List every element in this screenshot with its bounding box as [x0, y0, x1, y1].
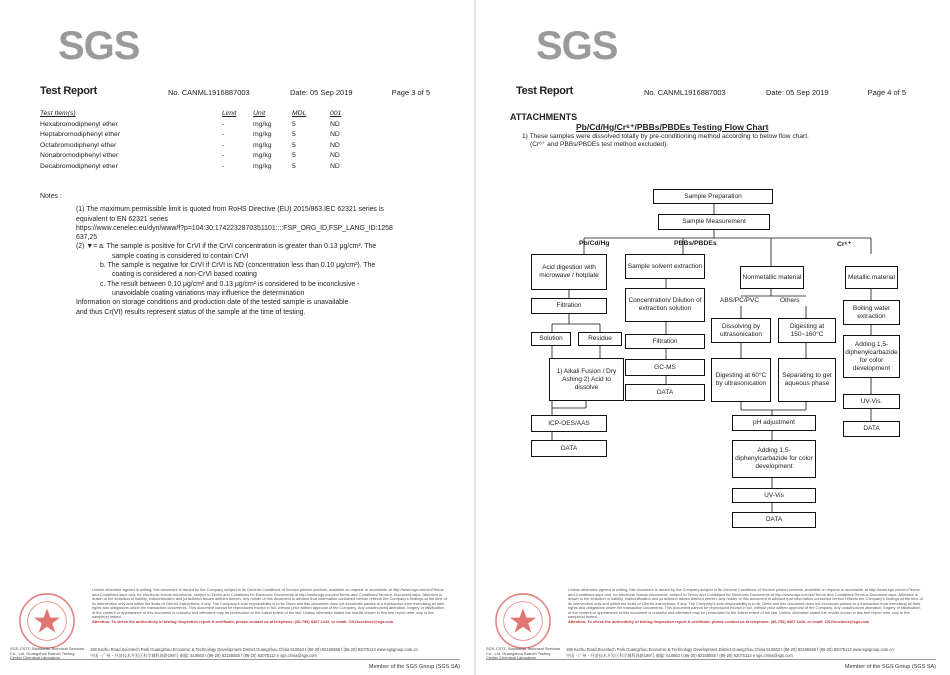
- sgs-member-line: Member of the SGS Group (SGS SA): [844, 664, 936, 670]
- flow-box-solvent-extraction: Sample solvent extraction: [625, 254, 705, 279]
- flow-box-acid-digestion: Acid digestion with microwave / hotplate: [531, 254, 607, 290]
- cell-limit: -: [222, 152, 225, 159]
- disclaimer-text: Unless otherwise agreed in writing, this document is issued by the Company subject to its General Conditions of Service printed overleaf, available on request or accessible at http://www.sgs.com/en/Terms-and-Conditions.aspx and, for electronic format documents, subject to Terms and Conditions for Electronic Documents at http://www.sgs.com/en/Terms-and-Conditions/Terms-e-Document.aspx. Attention is drawn to the limitation of liability, indemnification and jurisdiction issues defined therein. Any holder of this document is advised that information contained hereon reflects the Company's findings at the time of its intervention only and within the limits of Client's instructions, if any. The Company's sole responsibility is to its Client and this document does not exonerate parties to a transaction from exercising all their rights and obligations under the transaction documents. This document cannot be reproduced except in full, without prior written approval of the Company. Any unauthorized alteration, forgery or falsification of the content or appearance of this document is unlawful and offenders may be prosecuted to the fullest extent of the law. Unless otherwise stated the results shown in this test report refer only to the sample(s) tested.: [92, 587, 447, 619]
- note-url-line-1: https://www.cenelec.eu/dyn/www/f?p=104:30:1742232870351101::::FSP_ORG_ID,FSP_LANG_ID:1258: [76, 224, 393, 232]
- footer-rule: [10, 659, 460, 660]
- cell-test-item: Heptabromodiphenyl ether: [40, 131, 121, 138]
- note-2a-cont: sample coating is considered to contain CrVI: [112, 252, 249, 260]
- cell-unit: mg/kg: [253, 152, 272, 159]
- flow-box-digesting-60: Digesting at 60°C by ultrasonication: [711, 358, 771, 402]
- authenticity-notice: Attention: To check the authenticity of testing /inspection report & certificate, please contact us at telephone: (86-755) 8307 1443, or email: CN.Doccheck@sgs.com: [92, 618, 394, 624]
- flow-note-line-2: (Cr⁶⁺ and PBBs/PBDEs test method excluded).: [530, 141, 669, 149]
- page-number: Page 4 of 5: [867, 88, 906, 97]
- note-3-line-1: Information on storage conditions and production date of the tested sample is unavailable: [76, 299, 349, 307]
- report-number: No. CANML1916887003: [168, 88, 250, 97]
- note-2c: c. The result between 0.10 μg/cm² and 0.13 μg/cm² is considered to be inconclusive -: [100, 280, 360, 288]
- flow-box-residue: Residue: [578, 332, 622, 346]
- flow-box-data-1: DATA: [531, 440, 607, 457]
- sgs-logo: SGS: [536, 24, 618, 68]
- flow-box-uv-vis-1: UV-Vis: [732, 488, 816, 503]
- note-1-line-1: (1) The maximum permissible limit is quoted from RoHS Directive (EU) 2015/863.IEC 62321 series is: [76, 206, 384, 214]
- report-date: Date: 05 Sep 2019: [766, 88, 829, 97]
- report-header: [40, 87, 434, 101]
- flow-note-line-1: 1) These samples were dissolved totally by pre-conditioning method according to below flow chart.: [522, 133, 809, 140]
- lab-name: SGS-CSTC Standards Technical Services Co., Ltd. Guangzhou Branch Testing Center Chemical Laboratory: [10, 646, 85, 661]
- flow-box-icp-oes-aas: ICP-OES/AAS: [531, 415, 607, 432]
- cell-mdl: 5: [292, 131, 296, 138]
- col-header-mdl: MDL: [292, 110, 307, 117]
- flow-box-ph-adjustment: pH adjustment: [732, 415, 816, 431]
- report-date: Date: 05 Sep 2019: [290, 88, 353, 97]
- flow-box-nonmetallic: Nonmetallic material: [740, 266, 804, 289]
- cell-result: ND: [330, 162, 340, 170]
- address-en: 198 Kezhu Road,Scientech Park Guangzhou Economic & Technology Development District,Guangzhou,China 510663 t (86-20) 82155555 f (86-20) 82075113 www.sgsgroup.com.cn: [90, 647, 418, 652]
- address-en: 198 Kezhu Road,Scientech Park Guangzhou Economic & Technology Development District,Guangzhou,China 510663 t (86-20) 82155555 f (86-20) 82075113 www.sgsgroup.com.cn: [566, 647, 894, 652]
- disclaimer-text: Unless otherwise agreed in writing, this document is issued by the Company subject to its General Conditions of Service printed overleaf, available on request or accessible at http://www.sgs.com/en/Terms-and-Conditions.aspx and, for electronic format documents, subject to Terms and Conditions for Electronic Documents at http://www.sgs.com/en/Terms-and-Conditions/Terms-e-Document.aspx. Attention is drawn to the limitation of liability, indemnification and jurisdiction issues defined therein. Any holder of this document is advised that information contained hereon reflects the Company's findings at the time of its intervention only and within the limits of Client's instructions, if any. The Company's sole responsibility is to its Client and this document does not exonerate parties to a transaction from exercising all their rights and obligations under the transaction documents. This document cannot be reproduced except in full, without prior written approval of the Company. Any unauthorized alteration, forgery or falsification of the content or appearance of this document is unlawful and offenders may be prosecuted to the fullest extent of the law. Unless otherwise stated the results shown in this test report refer only to the sample(s) tested.: [568, 587, 923, 619]
- report-title: Test Report: [516, 85, 574, 97]
- note-3-line-2: and thus Cr(VI) results represent status of the sample at the time of testing.: [76, 308, 306, 316]
- cell-test-item: Decabromodiphenyl ether: [40, 162, 118, 170]
- attachments-heading: ATTACHMENTS: [510, 112, 578, 122]
- note-2b: b. The sample is negative for CrVI if CrVI is ND (concentration less than 0.10 μg/cm²). The: [100, 262, 376, 270]
- col-header-limit: Limit: [222, 110, 237, 117]
- col-header-sample-001: 001: [330, 110, 342, 117]
- note-2a: (2) ▼= a. The sample is positive for CrVI if the CrVI concentration is greater than 0.13 μg/cm². The: [76, 243, 377, 251]
- note-2c-cont: unavoidable coating variations may influence the determination: [112, 289, 305, 297]
- flow-box-sample-measurement: Sample Measurement: [658, 214, 770, 230]
- company-seal-stamp: [18, 592, 76, 650]
- flow-box-separating: Separating to get aqueous phase: [778, 358, 836, 402]
- flow-box-solution: Solution: [531, 332, 571, 346]
- note-url-line-2: 637,25: [76, 234, 98, 242]
- branch-label-pb-cd-hg: Pb/Cd/Hg: [579, 240, 610, 247]
- note-2b-cont: coating is considered a non-CrVI based coating: [112, 271, 257, 279]
- flow-box-adding-dpc-1: Adding 1,5-diphenylcarbazide for color development: [732, 440, 816, 478]
- report-number: No. CANML1916887003: [644, 88, 726, 97]
- flow-box-data-4: DATA: [843, 421, 900, 437]
- company-seal-stamp: [494, 592, 552, 650]
- note-1-line-2: equivalent to EN 62321 series: [76, 215, 168, 223]
- report-page-3: [0, 0, 474, 675]
- cell-unit: mg/kg: [253, 120, 272, 128]
- cell-limit: -: [222, 162, 225, 170]
- footer-rule: [486, 659, 936, 660]
- col-header-unit: Unit: [253, 110, 266, 117]
- cell-result: ND: [330, 141, 340, 149]
- flow-box-metallic: Metallic material: [845, 266, 898, 289]
- col-header-test-item: Test Item(s): [40, 110, 76, 117]
- flow-box-adding-dpc-2: Adding 1,5-diphenylcarbazide for color development: [843, 335, 900, 378]
- address-cn: 中国・广州・经济技术开发区科学城科珠路198号 邮编: 510663 t (86-20) 82155555 f (86-20) 82075113 e sgs.china@sgs.com: [90, 653, 317, 658]
- notes-section: [40, 192, 440, 317]
- report-page-4: [476, 0, 950, 675]
- cell-limit: -: [222, 131, 225, 138]
- cell-unit: mg/kg: [253, 162, 272, 170]
- cell-unit: mg/kg: [253, 141, 272, 149]
- sgs-member-line: Member of the SGS Group (SGS SA): [368, 664, 460, 670]
- flow-chart-title: Pb/Cd/Hg/Cr⁶⁺/PBBs/PBDEs Testing Flow Chart: [576, 122, 769, 132]
- branch-label-others: Others: [780, 297, 800, 304]
- cell-mdl: 5: [292, 141, 296, 149]
- report-title: Test Report: [40, 85, 98, 97]
- flow-box-gc-ms: GC-MS: [625, 359, 705, 376]
- flow-box-data-2: DATA: [625, 384, 705, 401]
- flow-box-digesting-150: Digesting at 150~160°C: [778, 318, 836, 343]
- cell-test-item: Hexabromodiphenyl ether: [40, 120, 118, 128]
- flow-box-uv-vis-2: UV-Vis.: [843, 394, 900, 409]
- branch-label-pbbs-pbdes: PBBs/PBDEs: [674, 240, 717, 247]
- branch-label-cr6: Cr⁶⁺: [837, 241, 852, 248]
- notes-label: Notes :: [40, 193, 62, 200]
- cell-mdl: 5: [292, 120, 296, 128]
- address-cn: 中国・广州・经济技术开发区科学城科珠路198号 邮编: 510663 t (86-20) 82155555 f (86-20) 82075113 e sgs.china@sgs.com: [566, 653, 793, 658]
- branch-label-abs-pc-pvc: ABS/PC/PVC: [720, 297, 760, 304]
- cell-unit: mg/kg: [253, 131, 272, 138]
- cell-limit: -: [222, 141, 225, 149]
- cell-mdl: 5: [292, 152, 296, 159]
- flow-box-dissolving: Dissolving by ultrasonication: [711, 318, 771, 343]
- legal-disclaimer: [92, 588, 448, 624]
- cell-result: ND: [330, 152, 340, 159]
- flow-box-sample-preparation: Sample Preparation: [653, 189, 773, 204]
- sgs-logo: SGS: [58, 24, 140, 68]
- flow-box-alkali-fusion: 1) Alkali Fusion / Dry Ashing 2) Acid to dissolve: [549, 358, 624, 401]
- flow-box-filtration-1: Filtration: [531, 298, 607, 314]
- flow-box-filtration-2: Filtration: [625, 334, 705, 349]
- lab-name: SGS-CSTC Standards Technical Services Co., Ltd. Guangzhou Branch Testing Center Chemical Laboratory: [486, 646, 561, 661]
- flow-box-concentration: Concentration/ Dilution of extraction solution: [625, 288, 705, 322]
- page-number: Page 3 of 5: [391, 88, 430, 97]
- cell-limit: -: [222, 120, 225, 128]
- cell-test-item: Nonabromodiphenyl ether: [40, 152, 119, 159]
- flow-box-boiling-water: Boiling water extraction: [843, 300, 900, 325]
- legal-disclaimer: [568, 588, 924, 624]
- authenticity-notice: Attention: To check the authenticity of testing /inspection report & certificate, please contact us at telephone: (86-755) 8307 1443, or email: CN.Doccheck@sgs.com: [568, 618, 870, 624]
- cell-test-item: Octabromodiphenyl ether: [40, 141, 117, 149]
- flow-box-data-3: DATA: [732, 512, 816, 528]
- cell-result: ND: [330, 131, 340, 138]
- cell-result: ND: [330, 120, 340, 128]
- cell-mdl: 5: [292, 162, 296, 170]
